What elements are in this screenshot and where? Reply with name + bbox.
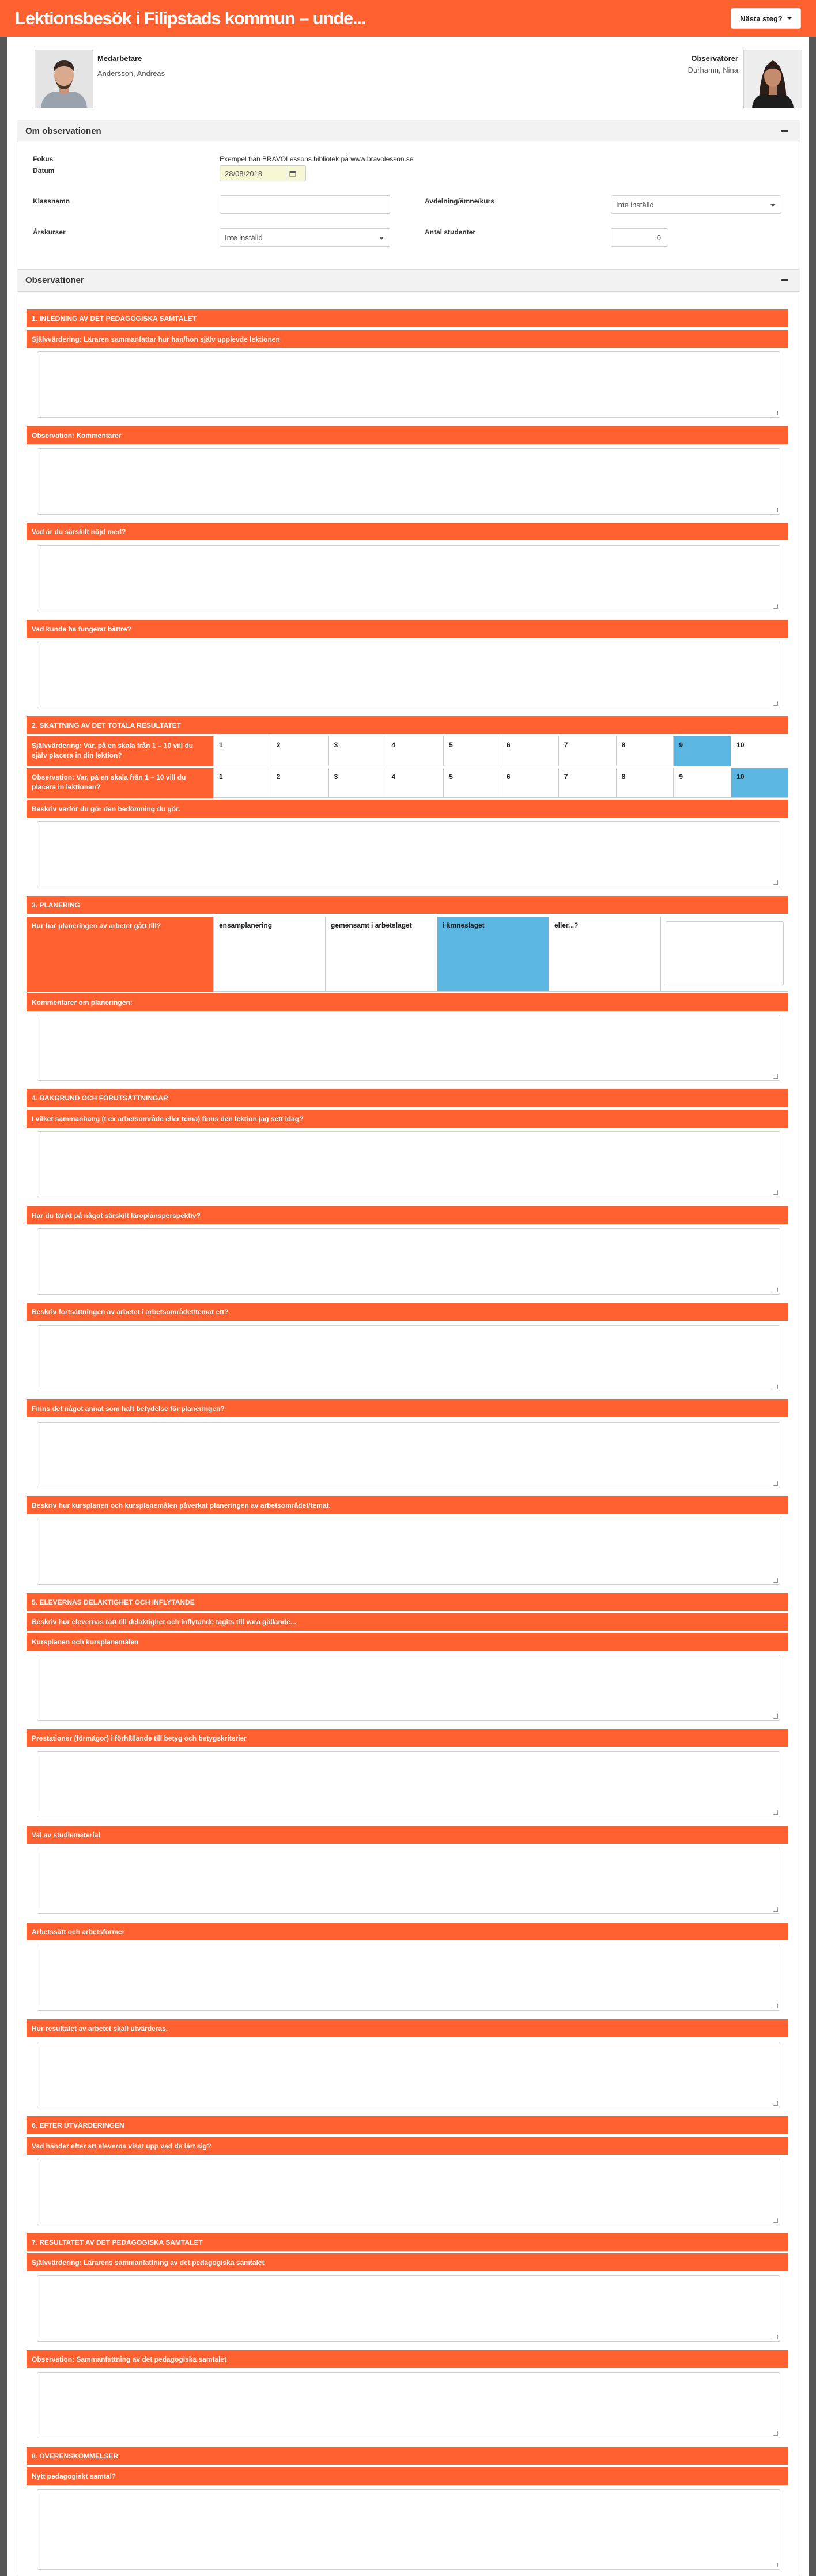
question-label: Observation: Sammanfattning av det pedagogiska samtalet bbox=[27, 2349, 788, 2368]
about-panel-header[interactable] bbox=[17, 120, 800, 142]
scale-option[interactable]: 6 bbox=[501, 736, 558, 766]
scale-option[interactable]: 10 bbox=[731, 736, 788, 766]
avdelning-value: Inte inställd bbox=[616, 200, 654, 209]
app-header bbox=[0, 0, 816, 37]
self-rating-row bbox=[27, 735, 788, 766]
question-label: Vad kunde ha fungerat bättre? bbox=[27, 619, 788, 638]
arskurser-label: Årskurser bbox=[33, 228, 66, 236]
scale-option[interactable]: 8 bbox=[616, 768, 674, 798]
scale-option[interactable]: 8 bbox=[616, 736, 674, 766]
scale-option[interactable]: 1 bbox=[213, 768, 271, 798]
question-label: Beskriv hur kursplanen och kursplanemålen påverkat planeringen av arbetsområdet/temat. bbox=[27, 1495, 788, 1514]
page-title: Lektionsbesök i Filipstads kommun – unde... bbox=[15, 8, 366, 28]
answer-textarea[interactable] bbox=[37, 642, 780, 708]
calendar-icon[interactable] bbox=[286, 168, 299, 179]
scale-question-label: Observation: Var, på en skala från 1 – 10 vill du placera in lektionen? bbox=[27, 768, 213, 798]
scale-option[interactable]: 6 bbox=[501, 768, 558, 798]
answer-textarea[interactable] bbox=[37, 821, 780, 887]
answer-textarea[interactable] bbox=[37, 1422, 780, 1488]
observer-avatar bbox=[743, 50, 802, 108]
question-label: Observation: Kommentarer bbox=[27, 425, 788, 444]
arskurser-select[interactable] bbox=[220, 228, 390, 247]
answer-textarea[interactable] bbox=[37, 2042, 780, 2108]
observation-rating-row bbox=[27, 767, 788, 798]
planning-option[interactable]: i ämneslaget bbox=[437, 917, 549, 992]
scale-option[interactable]: 2 bbox=[271, 736, 328, 766]
avdelning-select[interactable] bbox=[611, 195, 781, 214]
arskurser-value: Inte inställd bbox=[225, 233, 263, 242]
answer-textarea[interactable] bbox=[37, 1655, 780, 1721]
question-label: Beskriv varför du gör den bedömning du gör. bbox=[27, 799, 788, 818]
answer-textarea[interactable] bbox=[37, 448, 780, 515]
answer-textarea[interactable] bbox=[37, 1325, 780, 1391]
datum-label: Datum bbox=[33, 167, 55, 175]
employee-avatar bbox=[35, 50, 93, 108]
planning-options-row bbox=[27, 916, 788, 992]
planning-question-label: Hur har planeringen av arbetet gått till? bbox=[27, 917, 213, 992]
answer-textarea[interactable] bbox=[37, 1131, 780, 1197]
scale-option[interactable]: 7 bbox=[558, 736, 616, 766]
question-label: Beskriv hur elevernas rätt till delaktighet och inflytande tagits till vara gällande... bbox=[27, 1612, 788, 1631]
participants bbox=[7, 37, 809, 116]
collapse-icon[interactable] bbox=[781, 130, 788, 132]
date-value: 28/08/2018 bbox=[225, 169, 263, 178]
planning-option[interactable]: gemensamt i arbetslaget bbox=[325, 917, 437, 992]
scale-question-label: Självvärdering: Var, på en skala från 1 – 10 vill du själv placera in din lektion? bbox=[27, 736, 213, 766]
observations-panel-title: Observationer bbox=[25, 275, 84, 285]
collapse-icon[interactable] bbox=[781, 279, 788, 281]
answer-textarea[interactable] bbox=[37, 351, 780, 418]
planning-option[interactable]: eller...? bbox=[549, 917, 660, 992]
question-label: Val av studiematerial bbox=[27, 1825, 788, 1844]
question-label: Arbetssätt och arbetsformer bbox=[27, 1921, 788, 1940]
scale-option[interactable]: 9 bbox=[673, 768, 731, 798]
scale-option[interactable]: 4 bbox=[386, 768, 443, 798]
scale-option[interactable]: 3 bbox=[328, 736, 386, 766]
scale-option[interactable]: 10 bbox=[731, 768, 788, 798]
scale-option[interactable]: 5 bbox=[443, 768, 501, 798]
section-6-header: 6. EFTER UTVÄRDERINGEN bbox=[27, 2115, 788, 2134]
klassnamn-label: Klassnamn bbox=[33, 197, 70, 205]
employee-name: Andersson, Andreas bbox=[97, 69, 165, 78]
question-label: Självvärdering: Lärarens sammanfattning av det pedagogiska samtalet bbox=[27, 2252, 788, 2271]
question-label: Vad är du särskilt nöjd med? bbox=[27, 521, 788, 540]
planning-other-textarea[interactable] bbox=[666, 921, 784, 985]
main-page bbox=[7, 37, 809, 2576]
question-label: Hur resultatet av arbetet skall utvärderas. bbox=[27, 2018, 788, 2037]
answer-textarea[interactable] bbox=[37, 2275, 780, 2342]
fokus-value: Exempel från BRAVOLessons bibliotek på www.bravolesson.se bbox=[220, 155, 414, 163]
observations-panel-header[interactable] bbox=[17, 270, 800, 292]
scale-option[interactable]: 5 bbox=[443, 736, 501, 766]
question-label: Prestationer (förmågor) i förhållande till betyg och betygskriterier bbox=[27, 1728, 788, 1747]
planning-other-cell bbox=[660, 917, 788, 992]
question-label: Kursplanen och kursplanemålen bbox=[27, 1632, 788, 1651]
answer-textarea[interactable] bbox=[37, 1848, 780, 1914]
scale-option[interactable]: 9 bbox=[673, 736, 731, 766]
answer-textarea[interactable] bbox=[37, 545, 780, 611]
question-label: Självvärdering: Läraren sammanfattar hur han/hon själv upplevde lektionen bbox=[27, 329, 788, 348]
question-label: Vad händer efter att eleverna visat upp vad de lärt sig? bbox=[27, 2136, 788, 2155]
section-1-header: 1. INLEDNING AV DET PEDAGOGISKA SAMTALET bbox=[27, 308, 788, 327]
employee-label: Medarbetare bbox=[97, 54, 142, 63]
question-label: I vilket sammanhang (t ex arbetsområde eller tema) finns den lektion jag sett idag? bbox=[27, 1109, 788, 1128]
klassnamn-input[interactable] bbox=[220, 195, 390, 214]
answer-textarea[interactable] bbox=[37, 2159, 780, 2225]
section-4-header: 4. BAKGRUND OCH FÖRUTSÄTTNINGAR bbox=[27, 1088, 788, 1107]
avdelning-label: Avdelning/ämne/kurs bbox=[425, 197, 494, 205]
section-3-header: 3. PLANERING bbox=[27, 895, 788, 914]
question-label: Finns det något annat som haft betydelse för planeringen? bbox=[27, 1398, 788, 1417]
planning-option[interactable]: ensamplanering bbox=[213, 917, 325, 992]
question-label: Har du tänkt på något särskilt läroplansperspektiv? bbox=[27, 1205, 788, 1224]
question-label: Kommentarer om planeringen: bbox=[27, 992, 788, 1011]
scale-option[interactable]: 3 bbox=[328, 768, 386, 798]
antal-value: 0 bbox=[656, 233, 661, 242]
about-panel-title: Om observationen bbox=[25, 126, 101, 136]
question-label: Beskriv fortsättningen av arbetet i arbetsområdet/temat ett? bbox=[27, 1302, 788, 1321]
question-label: Nytt pedagogiskt samtal? bbox=[27, 2466, 788, 2485]
about-panel bbox=[17, 120, 800, 275]
antal-input[interactable] bbox=[611, 228, 668, 247]
section-2-header: 2. SKATTNING AV DET TOTALA RESULTATET bbox=[27, 715, 788, 734]
section-7-header: 7. RESULTATET AV DET PEDAGOGISKA SAMTALET bbox=[27, 2232, 788, 2251]
observer-label: Observatörer bbox=[691, 54, 738, 63]
answer-textarea[interactable] bbox=[37, 2489, 780, 2570]
answer-textarea[interactable] bbox=[37, 1945, 780, 2011]
chevron-down-icon bbox=[787, 17, 792, 20]
next-step-button[interactable] bbox=[731, 8, 801, 29]
answer-textarea[interactable] bbox=[37, 1519, 780, 1585]
antal-label: Antal studenter bbox=[425, 228, 476, 236]
section-5-header: 5. ELEVERNAS DELAKTIGHET OCH INFLYTANDE bbox=[27, 1592, 788, 1611]
section-8-header: 8. ÖVERENSKOMMELSER bbox=[27, 2446, 788, 2465]
scale-option[interactable]: 1 bbox=[213, 736, 271, 766]
answer-textarea[interactable] bbox=[37, 1751, 780, 1817]
scale-option[interactable]: 4 bbox=[386, 736, 443, 766]
fokus-label: Fokus bbox=[33, 155, 54, 163]
answer-textarea[interactable] bbox=[37, 2372, 780, 2438]
observer-name: Durhamn, Nina bbox=[687, 66, 738, 74]
scale-option[interactable]: 7 bbox=[558, 768, 616, 798]
answer-textarea[interactable] bbox=[37, 1015, 780, 1081]
scale-option[interactable]: 2 bbox=[271, 768, 328, 798]
answer-textarea[interactable] bbox=[37, 1228, 780, 1295]
next-step-label: Nästa steg? bbox=[740, 14, 783, 23]
